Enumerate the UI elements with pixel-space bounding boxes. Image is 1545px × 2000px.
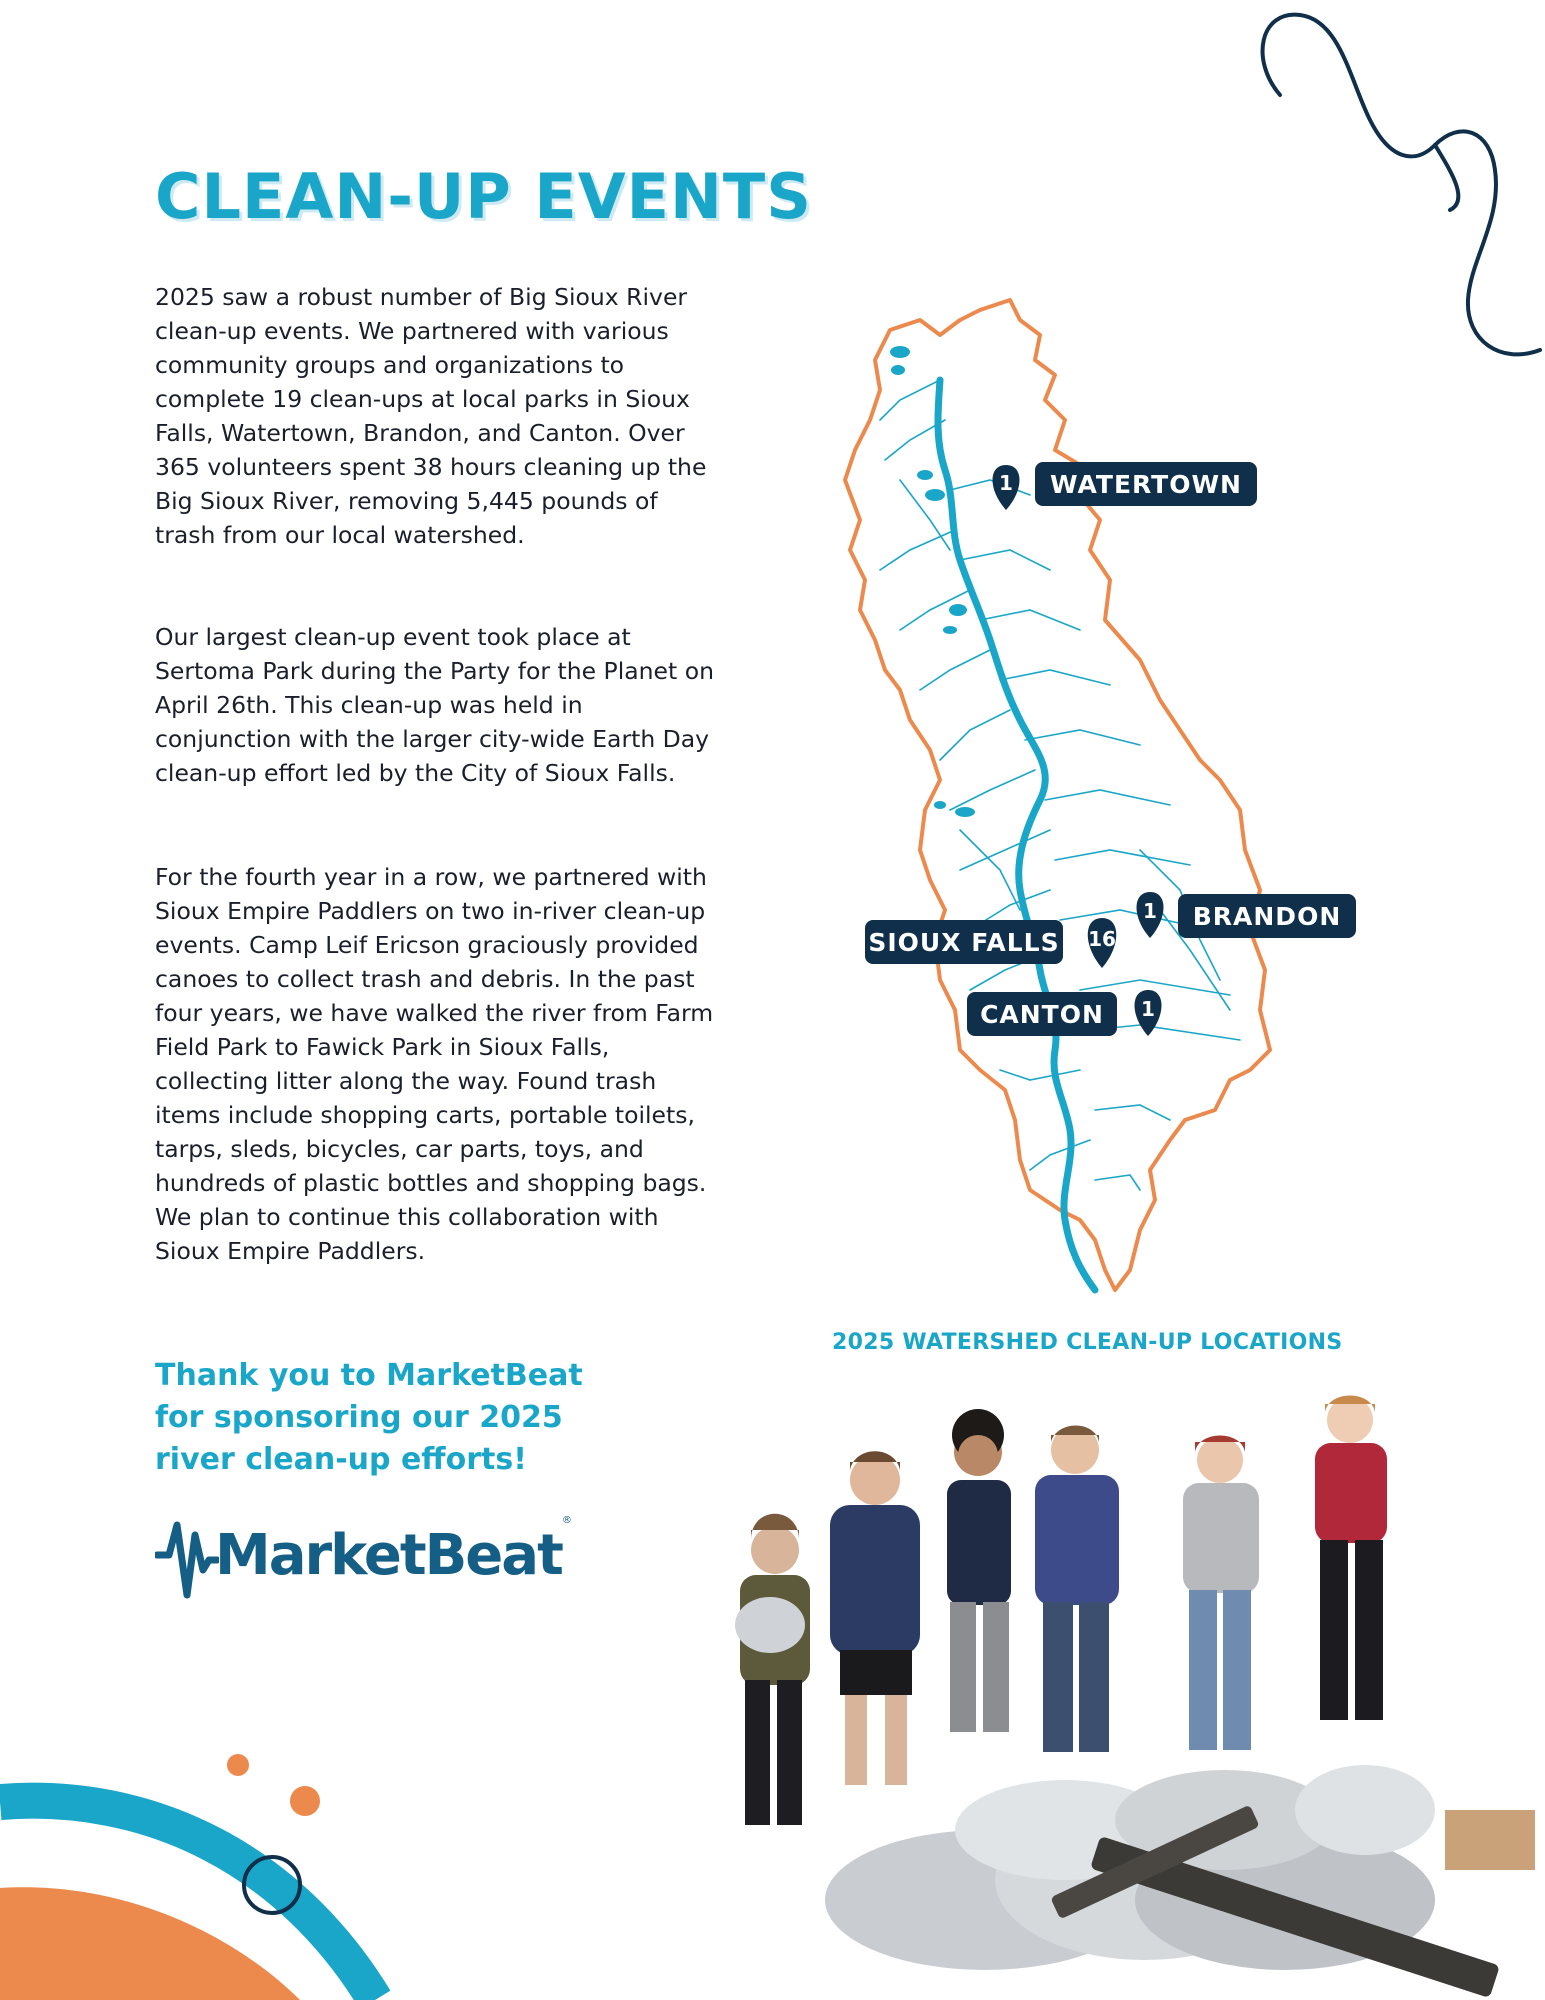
- count-sioux-falls: 16: [1088, 927, 1116, 951]
- label-sioux-falls: SIOUX FALLS: [868, 928, 1060, 957]
- lakes: [890, 346, 975, 817]
- decorative-dot: [227, 1754, 249, 1776]
- decorative-dot: [290, 1786, 320, 1816]
- marker-canton: [967, 990, 1162, 1036]
- intro-paragraph: 2025 saw a robust number of Big Sioux River clean-up events. We partnered with various community groups and organizations to complete 19 clean-ups at local parks in Sioux Falls, Watertown, Brandon, and Canton. Over 365 volunteers spent 38 hours cleaning up the Big Sioux River, removing 5,445 pounds of trash from our local watershed.: [155, 283, 707, 549]
- sponsor-thanks: Thank you to MarketBeat for sponsoring our 2025 river clean-up efforts!: [155, 1358, 583, 1477]
- largest-event-paragraph: Our largest clean-up event took place at Sertoma Park during the Party for the Planet on April 26th. This clean-up was held in conjunction with the larger city-wide Earth Day clean-up effort led by the City of Sioux Falls.: [155, 623, 714, 787]
- label-watertown: WATERTOWN: [1050, 470, 1242, 499]
- big-sioux-river: [938, 380, 1095, 1290]
- watershed-map: [840, 290, 1400, 1310]
- marker-sioux-falls: [865, 918, 1116, 968]
- marker-watertown: [993, 462, 1258, 510]
- count-canton: 1: [1141, 997, 1155, 1021]
- logo-wordmark: MarketBeat: [215, 1522, 562, 1588]
- registered-mark: ®: [561, 1515, 572, 1526]
- label-brandon: BRANDON: [1192, 902, 1342, 931]
- marketbeat-logo: [155, 1505, 572, 1605]
- page-title: CLEAN-UP EVENTS: [155, 160, 812, 233]
- label-canton: CANTON: [980, 1000, 1104, 1029]
- volunteer-group-photo: [665, 1380, 1545, 2000]
- map-caption: 2025 WATERSHED CLEAN-UP LOCATIONS: [832, 1330, 1343, 1355]
- count-watertown: 1: [999, 471, 1013, 495]
- marker-brandon: [1137, 892, 1357, 938]
- heartbeat-m-icon: [155, 1505, 219, 1605]
- watershed-outline: [845, 300, 1270, 1290]
- decorative-arcs: [0, 1730, 420, 2000]
- volunteers: [735, 1396, 1387, 1826]
- count-brandon: 1: [1143, 899, 1157, 923]
- paddlers-paragraph: For the fourth year in a row, we partnered with Sioux Empire Paddlers on two in-river clean-up events. Camp Leif Ericson graciously provided canoes to collect trash and debris. In the past four years, we have walked the river from Farm Field Park to Fawick Park in Sioux Falls, collecting litter along the way. Found trash items include shopping carts, portable toilets, tarps, sleds, bicycles, car parts, toys, and hundreds of plastic bottles and shopping bags. We plan to continue this collaboration with Sioux Empire Paddlers.: [155, 863, 714, 1265]
- trash-pile: [825, 1765, 1535, 1998]
